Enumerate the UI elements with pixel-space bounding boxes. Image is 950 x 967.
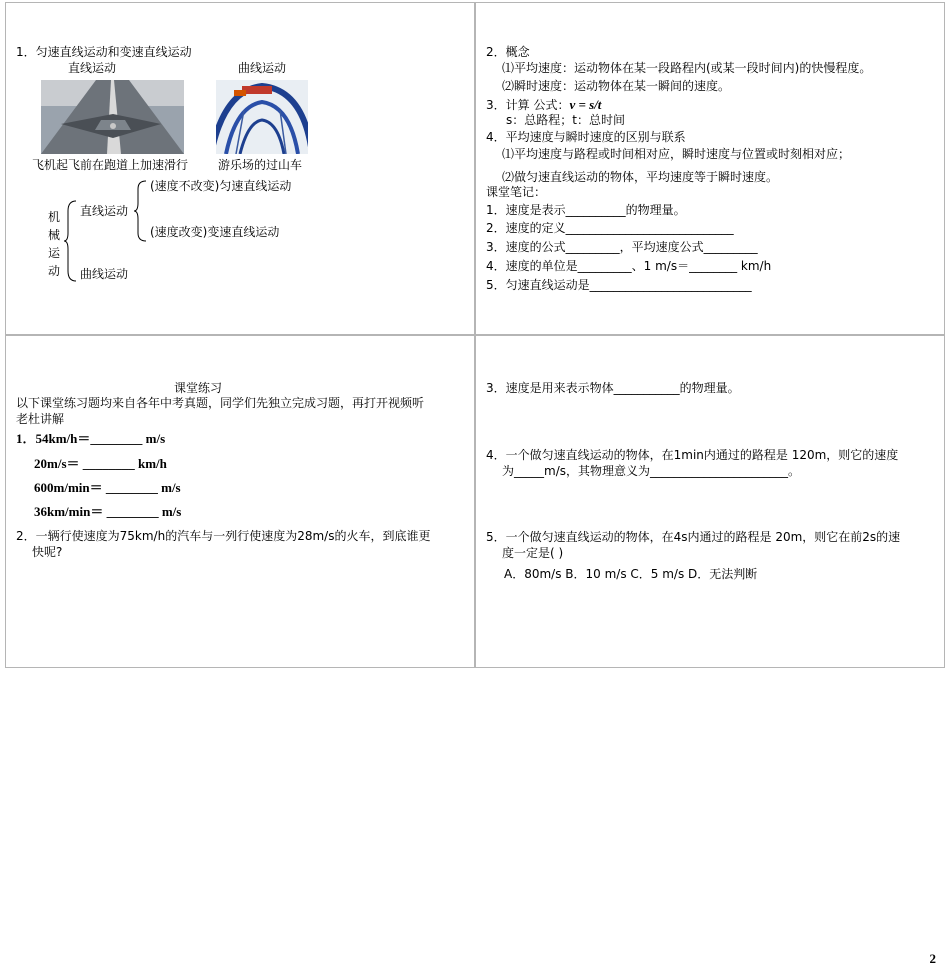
note-5: 5．匀速直线运动是___________________________ xyxy=(486,278,752,292)
question-4-line2: 为_____m/s，其物理意义为_______________________。 xyxy=(502,464,800,478)
formula-variables: s：总路程；t：总时间 xyxy=(506,113,625,127)
tree-root-char-1: 机 xyxy=(48,210,61,224)
question-1c: 600m/min＝ ________ m/s xyxy=(34,480,181,495)
heading-concepts: 2．概念 xyxy=(486,45,530,59)
airplane-runway-photo xyxy=(41,80,184,154)
question-1a: 1．54km/h＝________ m/s xyxy=(16,431,166,446)
heading-motion-types: 1．匀速直线运动和变速直线运动 xyxy=(16,45,192,59)
notes-title: 课堂笔记： xyxy=(486,185,547,199)
tree-linear-motion: 直线运动 xyxy=(80,204,129,218)
panel-concepts xyxy=(475,2,945,335)
question-3: 3．速度是用来表示物体___________的物理量。 xyxy=(486,381,740,395)
roller-coaster-photo xyxy=(216,80,308,154)
heading-formula xyxy=(486,97,601,113)
brace-linear-motion xyxy=(134,179,148,243)
speed-formula: v = s/t xyxy=(569,97,602,112)
question-5-options: A．80m/s B．10 m/s C．5 m/s D．无法判断 xyxy=(504,567,758,581)
difference-point-2: ⑵做匀速直线运动的物体，平均速度等于瞬时速度。 xyxy=(502,170,779,184)
formula-prefix: 3．计算 公式： xyxy=(486,98,570,112)
question-5-line2: 度一定是( ) xyxy=(502,546,564,560)
practice-intro-line2: 老杜讲解 xyxy=(16,412,65,426)
page-number: 2 xyxy=(929,951,936,966)
question-2-line2: 快呢? xyxy=(32,545,63,559)
question-5-line1: 5．一个做匀速直线运动的物体，在4s内通过的路程是 20m，则它在前2s的速 xyxy=(486,530,901,544)
caption-plane: 飞机起飞前在跑道上加速滑行 xyxy=(32,158,189,172)
panel-classroom-practice xyxy=(5,335,475,668)
tree-uniform-linear: (速度不改变)匀速直线运动 xyxy=(150,179,292,193)
tree-root-char-2: 械 xyxy=(48,228,61,242)
concept-instant-speed: ⑵瞬时速度：运动物体在某一瞬间的速度。 xyxy=(502,79,731,93)
question-2-line1: 2．一辆行使速度为75km/h的汽车与一列行使速度为28m/s的火车，到底谁更 xyxy=(16,529,431,543)
tree-curvilinear-motion: 曲线运动 xyxy=(80,267,129,281)
question-1b: 20m/s＝ ________ km/h xyxy=(34,456,167,471)
concept-average-speed: ⑴平均速度：运动物体在某一段路程内(或某一段时间内)的快慢程度。 xyxy=(502,61,872,75)
note-4: 4．速度的单位是_________、1 m/s＝________ km/h xyxy=(486,259,772,273)
tree-root-char-4: 动 xyxy=(48,264,61,278)
label-curvilinear-motion: 曲线运动 xyxy=(238,61,287,75)
heading-difference: 4．平均速度与瞬时速度的区别与联系 xyxy=(486,130,686,144)
question-1d: 36km/min＝ ________ m/s xyxy=(34,504,182,519)
label-linear-motion: 直线运动 xyxy=(68,61,117,75)
panel-motion-types xyxy=(5,2,475,335)
difference-point-1: ⑴平均速度与路程或时间相对应，瞬时速度与位置或时刻相对应； xyxy=(502,147,851,161)
practice-intro-line1: 以下课堂练习题均来自各年中考真题，同学们先独立完成习题，再打开视频听 xyxy=(16,396,425,410)
caption-roller-coaster: 游乐场的过山车 xyxy=(218,158,303,172)
question-4-line1: 4．一个做匀速直线运动的物体，在1min内通过的路程是 120m，则它的速度 xyxy=(486,448,899,462)
tree-variable-linear: (速度改变)变速直线运动 xyxy=(150,225,280,239)
note-3: 3．速度的公式_________，平均速度公式_________ xyxy=(486,240,758,254)
panel-exercises xyxy=(475,335,945,966)
tree-root-char-3: 运 xyxy=(48,246,61,260)
brace-mechanical-motion xyxy=(64,199,78,283)
note-1: 1．速度是表示__________的物理量。 xyxy=(486,203,686,217)
note-2: 2．速度的定义____________________________ xyxy=(486,221,734,235)
practice-title: 课堂练习 xyxy=(174,381,223,395)
